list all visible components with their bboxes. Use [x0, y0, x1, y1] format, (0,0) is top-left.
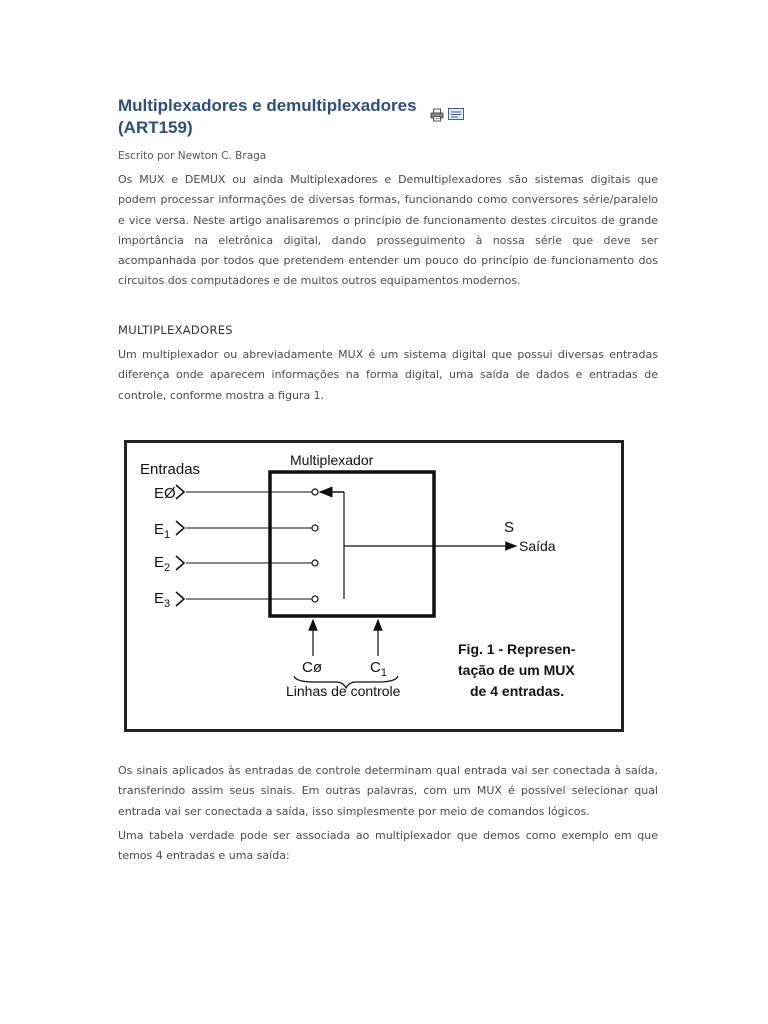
truth-table-paragraph: Uma tabela verdade pode ser associada ao multiplexador que demos como exemplo em que temos 4 entradas e uma saída:	[118, 829, 658, 863]
caption-line-1: Fig. 1 - Represen-	[458, 641, 576, 657]
input-e2-switch	[312, 560, 318, 566]
mux-block	[270, 472, 434, 616]
after-figure-paragraph: Os sinais aplicados às entradas de controle determinam qual entrada vai ser conectada à saída, transferindo assim seus sinais. Em outras palavras, com um MUX é possível selecionar qual entrada vai ser conectada a saída, isso simplesmente por meio de comandos lógicos.	[118, 764, 658, 818]
article-byline: Escrito por Newton C. Braga	[118, 150, 267, 162]
caption-line-3: de 4 entradas.	[470, 683, 565, 699]
article-title	[118, 95, 438, 139]
input-e1-switch	[312, 525, 318, 531]
input-e0-switch	[312, 489, 318, 495]
inputs-label: Entradas	[140, 461, 201, 478]
input-e2-label: $E_2$	[154, 554, 171, 574]
title-line-1: Multiplexadores e demultiplexadores	[118, 96, 417, 115]
mux-paragraph: Um multiplexador ou abreviadamente MUX é um sistema digital que possui diversas entradas diferença onde aparecem informações na forma digital, uma saída de dados e entradas de controle, conforme mostra a figura 1.	[118, 348, 658, 402]
output-label: Saída	[519, 538, 556, 554]
output-symbol: S	[504, 519, 515, 536]
control-c1-label: $C_1$	[370, 659, 387, 679]
title-line-2: (ART159)	[118, 118, 193, 137]
printer-icon[interactable]	[430, 108, 444, 122]
section-heading: MULTIPLEXADORES	[118, 323, 233, 337]
input-e3-switch	[312, 596, 318, 602]
mux-diagram	[124, 440, 624, 732]
article-actions	[430, 108, 464, 122]
figure-1	[124, 440, 624, 736]
control-c0-label: Cø	[302, 659, 322, 676]
input-e3-label: $E_3$	[154, 590, 171, 610]
intro-paragraph: Os MUX e DEMUX ou ainda Multiplexadores e Demultiplexadores são sistemas digitais que podem processar informações de diversas formas, funcionando como conversores série/paralelo e vice versa. Neste artigo analisaremos o princípio de funcionamento destes circuitos de grande importância na eletrônica digital, dando prosseguimento à nossa série que deve ser acompanhada por todos que pretendem entender um pouco do princípio de funcionamento dos circuitos dos computadores e de muitos outros equipamentos modernos.	[118, 173, 658, 288]
email-icon[interactable]	[448, 108, 464, 120]
mux-label: Multiplexador	[290, 452, 374, 468]
input-e1-label: $E_1$	[154, 521, 171, 541]
control-label: Linhas de controle	[286, 683, 401, 699]
input-e0-label: EØ	[154, 485, 176, 502]
caption-line-2: tação de um MUX	[458, 662, 575, 678]
